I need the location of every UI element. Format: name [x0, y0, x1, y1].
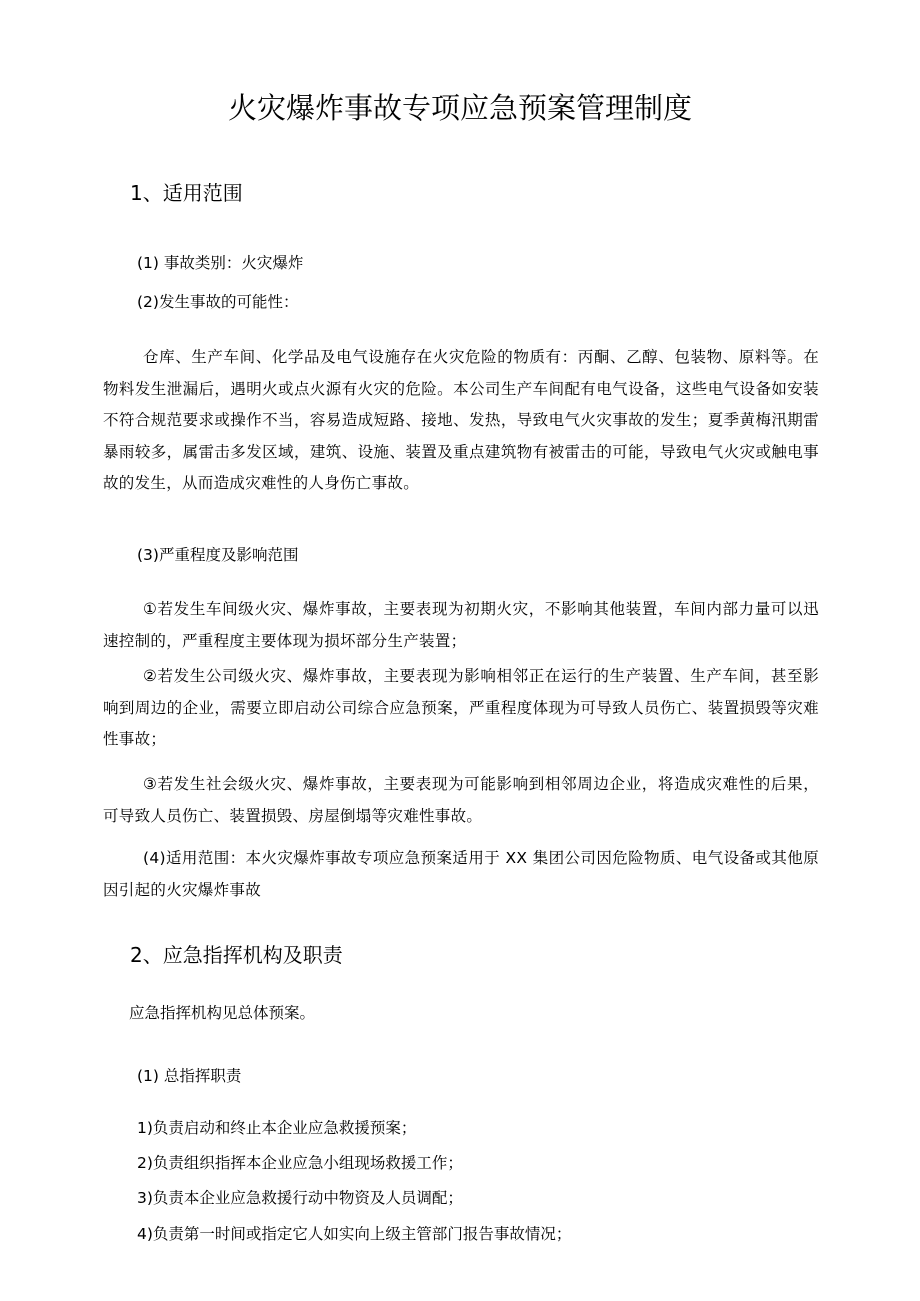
severity-workshop-paragraph: ①若发生车间级火灾、爆炸事故，主要表现为初期火灾，不影响其他装置，车间内部力量可以迅速控制的，严重程度主要体现为损坏部分生产装置；: [103, 600, 819, 650]
document-title: 火灾爆炸事故专项应急预案管理制度: [227, 91, 692, 125]
severity-label: (3)严重程度及影响范围: [137, 546, 299, 564]
duty-item: 3)负责本企业应急救援行动中物资及人员调配；: [137, 1189, 463, 1207]
duty-item: 2)负责组织指挥本企业应急小组现场救援工作；: [137, 1154, 463, 1172]
severity-society-paragraph: ③若发生社会级火灾、爆炸事故，主要表现为可能影响到相邻周边企业，将造成灾难性的后果，可导致人员伤亡、装置损毁、房屋倒塌等灾难性事故。: [103, 775, 819, 825]
commander-duties-label: (1) 总指挥职责: [137, 1067, 242, 1085]
scope-paragraph: (4)适用范围：本火灾爆炸事故专项应急预案适用于 XX 集团公司因危险物质、电气设备或其他原因引起的火灾爆炸事故: [103, 849, 819, 899]
severity-company-paragraph: ②若发生公司级火灾、爆炸事故，主要表现为影响相邻正在运行的生产装置、生产车间，甚至影响到周边的企业，需要立即启动公司综合应急预案，严重程度体现为可导致人员伤亡、装置损毁等灾难性事故；: [103, 667, 819, 748]
accident-category: (1) 事故类别：火灾爆炸: [137, 254, 304, 272]
accident-possibility-label: (2)发生事故的可能性：: [137, 293, 299, 311]
duty-item: 1)负责启动和终止本企业应急救援预案；: [137, 1119, 417, 1137]
section-1-heading: 1、适用范围: [130, 181, 243, 205]
possibility-paragraph: 仓库、生产车间、化学品及电气设施存在火灾危险的物质有：丙酮、乙醇、包装物、原料等。在物料发生泄漏后，遇明火或点火源有火灾的危险。本公司生产车间配有电气设备，这些电气设备如安装不符合规范要求或操作不当，容易造成短路、接地、发热，导致电气火灾事故的发生；夏季黄梅汛期雷暴雨较多，属雷击多发区域，建筑、设施、装置及重点建筑物有被雷击的可能，导致电气火灾或触电事故的发生，从而造成灾难性的人身伤亡事故。: [103, 348, 819, 492]
duty-item: 4)负责第一时间或指定它人如实向上级主管部门报告事故情况；: [137, 1225, 572, 1243]
section-2-heading: 2、应急指挥机构及职责: [130, 943, 343, 967]
command-structure-intro: 应急指挥机构见总体预案。: [129, 1004, 316, 1022]
